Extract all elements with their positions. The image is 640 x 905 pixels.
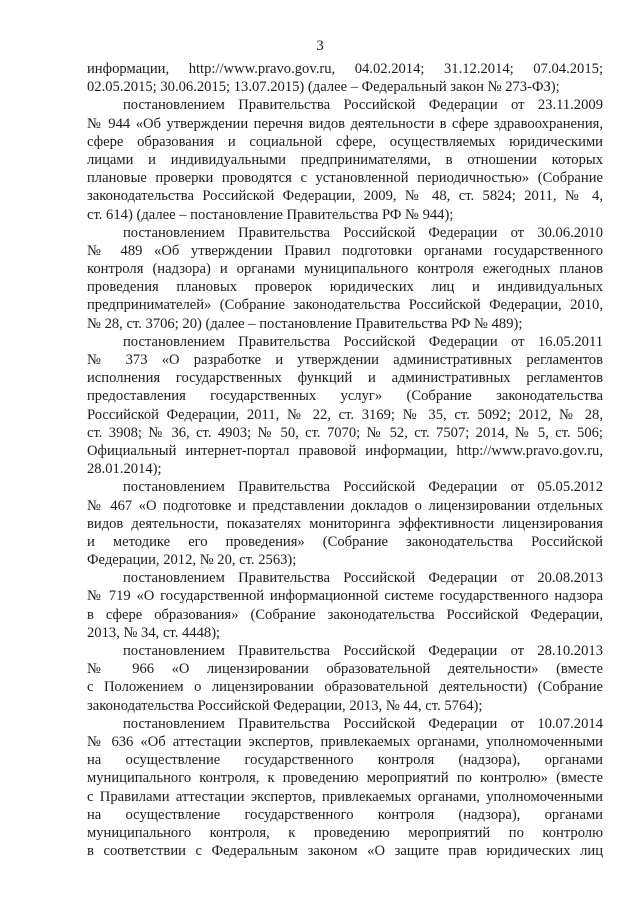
text-line: № 719 «О государственной информационной системе государственного надзора (87, 588, 603, 605)
paragraph (87, 333, 603, 479)
text-line: № 373 «О разработке и утверждении административных регламентов (87, 352, 603, 368)
text-line: ст. 3908; № 36, ст. 4903; № 50, ст. 7070; № 52, ст. 7507; 2014, № 5, ст. 506; (87, 424, 603, 441)
text-line: и методике его проведения» (Собрание законодательства Российской (87, 533, 603, 550)
text-line: № 489 «Об утверждении Правил подготовки органами государственного (87, 242, 603, 259)
text-line: предоставления государственных услуг» (Собрание законодательства (87, 388, 603, 405)
text-line: предпринимателей» (Собрание законодательства Российской Федерации, 2010, (87, 297, 603, 314)
text-line: муниципального контроля, к проведению мероприятий по контролю» (вместе (87, 770, 603, 787)
text-line: 2013, № 34, ст. 4448); (87, 624, 221, 641)
text-line: муниципального контроля, к проведению мероприятий по контролю (87, 824, 603, 841)
text-line: в соответствии с Федеральным законом «О защите прав юридических лиц (87, 843, 603, 860)
text-line: Федерации, 2012, № 20, ст. 2563); (87, 552, 297, 569)
text-line: № 966 «О лицензировании образовательной деятельности» (вместе (87, 661, 603, 678)
text-line: постановлением Правительства Российской Федерации от 28.10.2013 (123, 643, 603, 659)
text-line: Официальный интернет-портал правовой информации, http://www.pravo.gov.ru, (87, 442, 603, 459)
paragraph (87, 224, 603, 333)
text-line: видов деятельности, показателях мониторинга эффективности лицензирования (87, 515, 603, 532)
text-line: постановлением Правительства Российской Федерации от 16.05.2011 (123, 333, 603, 350)
paragraph (87, 478, 603, 569)
text-line: № 944 «Об утверждении перечня видов деятельности в сфере здравоохранения, (87, 115, 603, 132)
text-line: плановые проверки проводятся с установленной периодичностью» (Собрание (87, 170, 603, 187)
text-line: информации, http://www.pravo.gov.ru, 04.02.2014; 31.12.2014; 07.04.2015; (87, 61, 603, 77)
text-line: с Правилами аттестации экспертов, привлекаемых органами, уполномоченными (87, 788, 603, 805)
document-body (87, 60, 603, 860)
text-line: № 636 «Об аттестации экспертов, привлекаемых органами, уполномоченными (87, 733, 603, 750)
paragraph (87, 569, 603, 642)
text-line: 28.01.2014); (87, 461, 162, 478)
text-line: постановлением Правительства Российской Федерации от 05.05.2012 (123, 479, 603, 496)
text-line: на осуществление государственного контроля (надзора), органами (87, 752, 603, 769)
text-line: постановлением Правительства Российской Федерации от 20.08.2013 (123, 570, 603, 587)
paragraph (87, 642, 603, 715)
text-line: № 28, ст. 3706; 20) (далее – постановление Правительства РФ № 489); (87, 315, 523, 332)
text-line: законодательства Российской Федерации, 2009, № 48, ст. 5824; 2011, № 4, (87, 188, 603, 205)
text-line: лицами и индивидуальными предпринимателями, в отношении которых (87, 151, 603, 168)
paragraph (87, 715, 603, 861)
text-line: проведения плановых проверок юридических лиц и индивидуальных (87, 279, 603, 296)
text-line: законодательства Российской Федерации, 2013, № 44, ст. 5764); (87, 697, 483, 714)
text-line: сфере образования и социальной сфере, осуществляемых юридическими (87, 133, 603, 150)
paragraph (87, 60, 603, 96)
text-line: исполнения государственных функций и административных регламентов (87, 370, 603, 387)
text-line: с Положением о лицензировании образовательной деятельности) (Собрание (87, 679, 603, 696)
paragraph (87, 96, 603, 223)
page-number: 3 (316, 38, 324, 54)
text-line: постановлением Правительства Российской Федерации от 30.06.2010 (123, 224, 603, 241)
text-line: постановлением Правительства Российской Федерации от 10.07.2014 (123, 715, 603, 732)
text-line: ст. 614) (далее – постановление Правительства РФ № 944); (87, 206, 454, 223)
text-line: контроля (надзора) и органами муниципального контроля ежегодных планов (87, 261, 603, 278)
text-line: на осуществление государственного контроля (надзора), органами (87, 806, 603, 823)
text-line: Российской Федерации, 2011, № 22, ст. 3169; № 35, ст. 5092; 2012, № 28, (87, 406, 603, 423)
text-line: № 467 «О подготовке и представлении докладов о лицензировании отдельных (87, 497, 603, 514)
text-line: постановлением Правительства Российской Федерации от 23.11.2009 (123, 97, 603, 114)
text-line: 02.05.2015; 30.06.2015; 13.07.2015) (далее – Федеральный закон № 273-ФЗ); (87, 79, 560, 96)
text-line: в сфере образования» (Собрание законодательства Российской Федерации, (87, 606, 603, 623)
